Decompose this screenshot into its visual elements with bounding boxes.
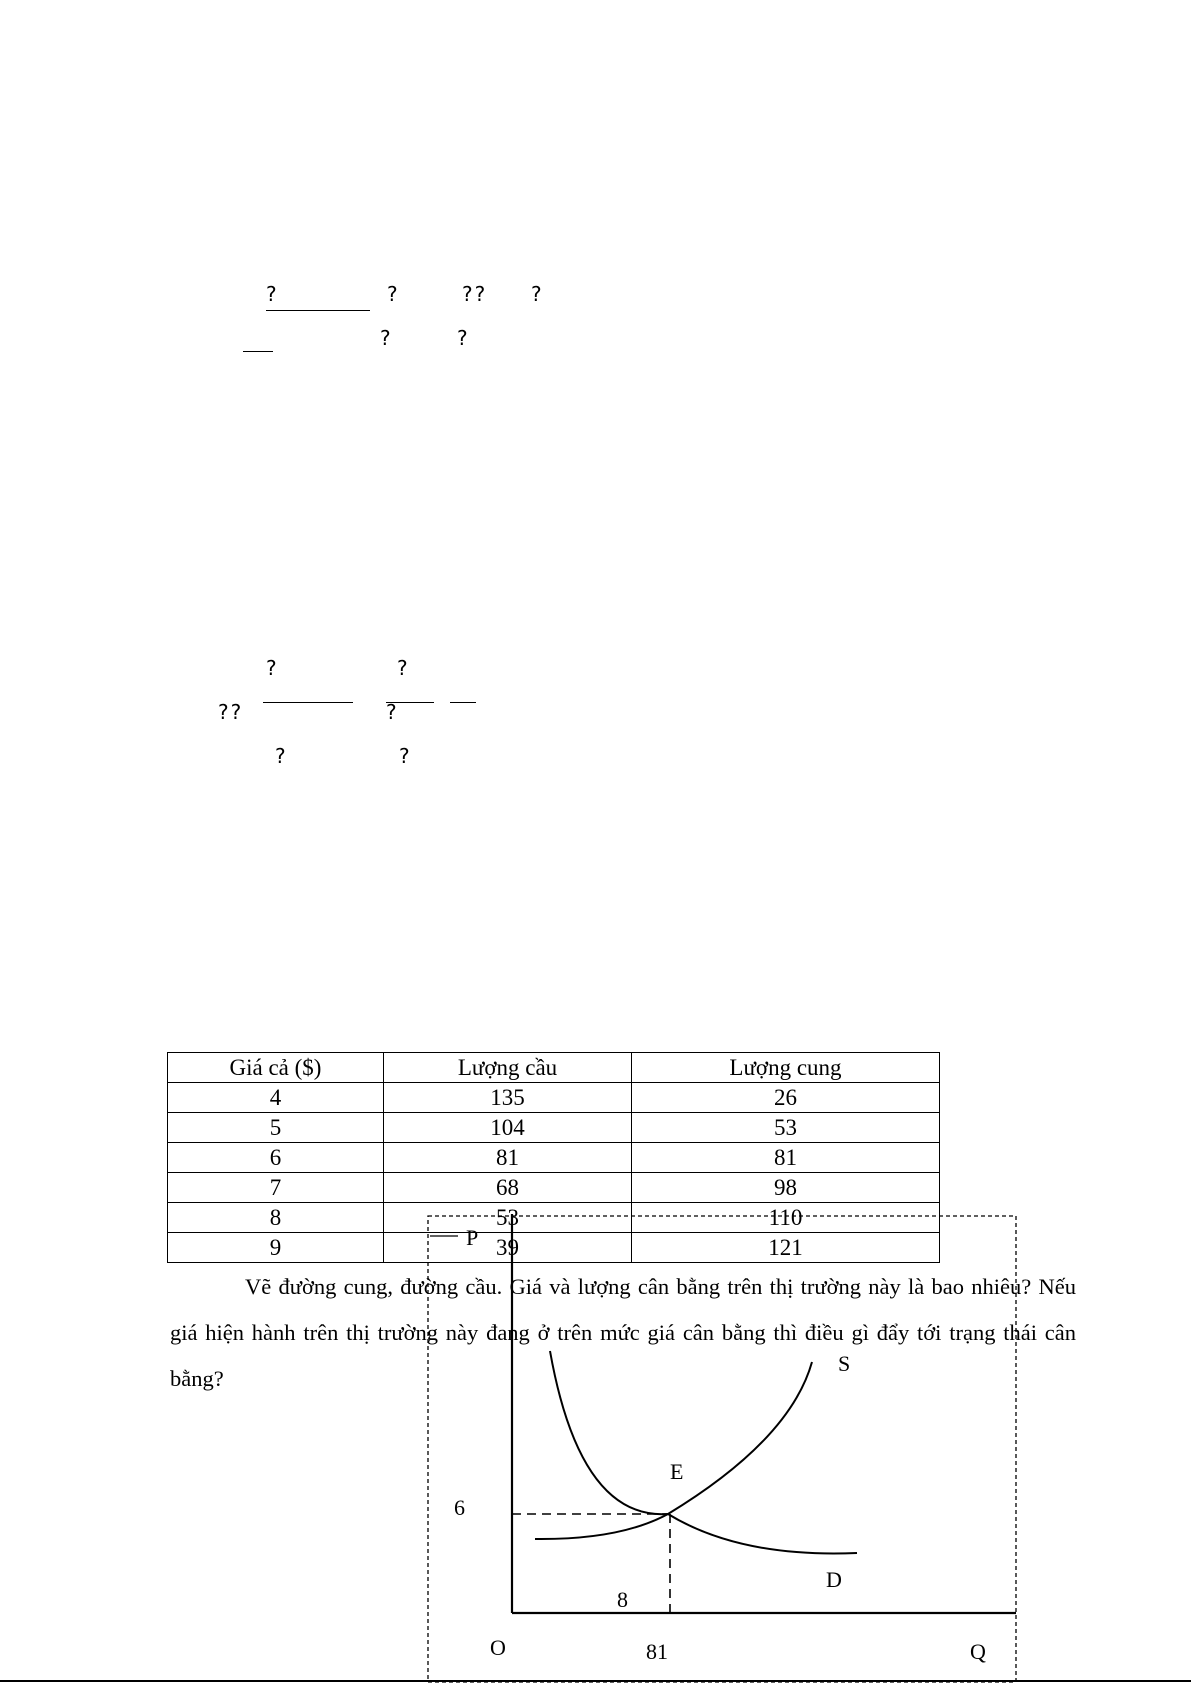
formula-glyph: ? bbox=[457, 326, 468, 350]
cell-supply: 81 bbox=[632, 1143, 940, 1173]
cell-supply: 53 bbox=[632, 1113, 940, 1143]
cell-demand: 135 bbox=[384, 1083, 632, 1113]
cell-demand: 68 bbox=[384, 1173, 632, 1203]
demand-curve bbox=[550, 1351, 857, 1554]
formula-glyph: ? bbox=[386, 700, 397, 724]
cell-price: 8 bbox=[168, 1203, 384, 1233]
cell-supply: 26 bbox=[632, 1083, 940, 1113]
formula-glyph: ?? bbox=[462, 282, 488, 306]
origin-label: O bbox=[490, 1635, 506, 1660]
cell-price: 7 bbox=[168, 1173, 384, 1203]
y-axis-label: P bbox=[466, 1225, 479, 1250]
cell-price: 6 bbox=[168, 1143, 384, 1173]
cell-price: 5 bbox=[168, 1113, 384, 1143]
formula-glyph: ?? bbox=[218, 700, 244, 724]
header-supply: Lượng cung bbox=[632, 1053, 940, 1083]
formula-glyph: ? bbox=[531, 282, 542, 306]
cell-supply: 98 bbox=[632, 1173, 940, 1203]
formula-glyph: ? bbox=[275, 744, 286, 768]
formula-glyph: ? bbox=[387, 282, 398, 306]
cell-price: 9 bbox=[168, 1233, 384, 1263]
formula-glyph: ? bbox=[397, 656, 408, 680]
cell-demand: 104 bbox=[384, 1113, 632, 1143]
quantity-annotation: 8 bbox=[617, 1587, 628, 1612]
cell-supply: 121 bbox=[632, 1233, 940, 1263]
cell-demand: 81 bbox=[384, 1143, 632, 1173]
demand-label: D bbox=[826, 1567, 842, 1592]
cell-supply: 110 bbox=[632, 1203, 940, 1233]
formula-glyph: ? bbox=[380, 326, 391, 350]
supply-curve bbox=[535, 1362, 812, 1539]
equilibrium-price-label: 6 bbox=[454, 1495, 465, 1520]
cell-demand: 39 bbox=[384, 1233, 632, 1263]
header-price: Giá cả ($) bbox=[168, 1053, 384, 1083]
question-text: Vẽ đường cung, đường cầu. Giá và lượng cân bằng trên thị trường này là bao nhiêu? Nếu giá hiện hành trên thị trường này đang ở trên mức giá cân bằng thì điều gì đẩy tới trạng thái cân bằng? bbox=[170, 1274, 1076, 1391]
cell-demand: 53 bbox=[384, 1203, 632, 1233]
header-demand: Lượng cầu bbox=[384, 1053, 632, 1083]
formula-glyph: ? bbox=[266, 656, 277, 680]
cell-price: 4 bbox=[168, 1083, 384, 1113]
supply-label: S bbox=[838, 1351, 851, 1376]
formula-glyph: ? bbox=[399, 744, 410, 768]
page-bottom-rule bbox=[0, 1680, 1191, 1682]
equilibrium-label: E bbox=[670, 1459, 684, 1484]
formula-glyph: ? bbox=[266, 282, 277, 306]
equilibrium-quantity-label: 81 bbox=[646, 1639, 668, 1664]
x-axis-label: Q bbox=[970, 1639, 986, 1664]
